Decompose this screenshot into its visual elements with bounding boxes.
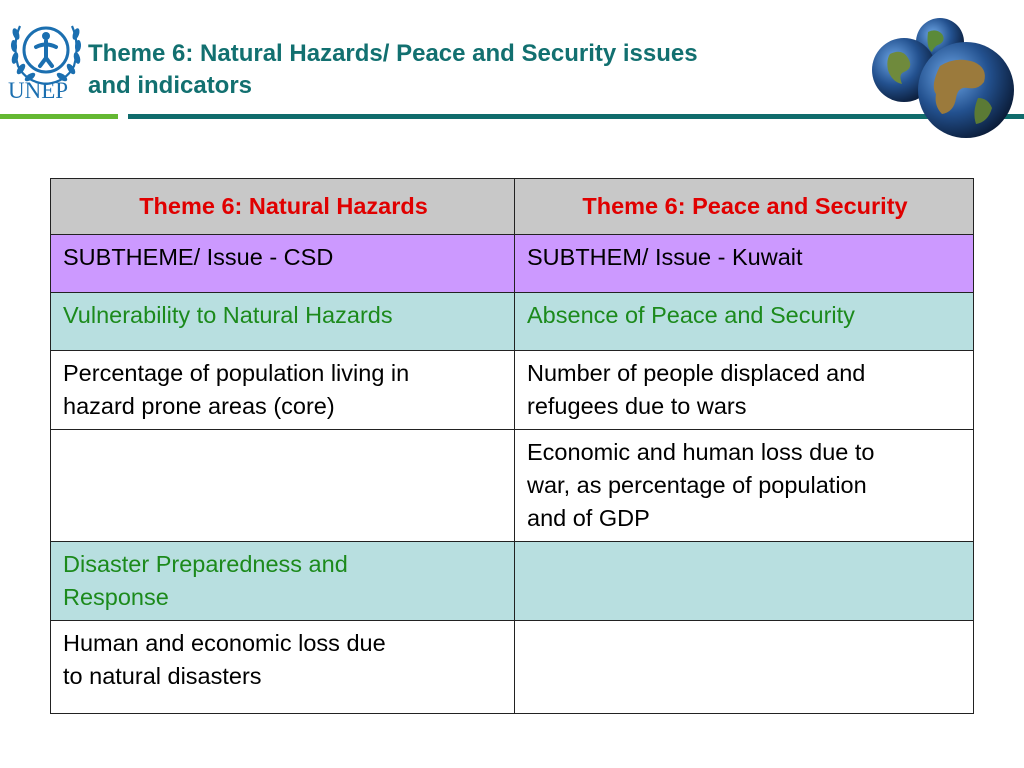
indicator-human-economic-loss: Human and economic loss due to natural disasters	[51, 621, 515, 714]
table-row	[51, 293, 974, 351]
header-rule-green	[0, 114, 118, 119]
header-peace-security: Theme 6: Peace and Security	[515, 179, 974, 235]
issue-absence-peace: Absence of Peace and Security	[515, 293, 974, 351]
page-title	[88, 38, 848, 102]
indicators-table	[50, 178, 974, 714]
table-cell-empty	[515, 542, 974, 621]
indicator-population-hazard: Percentage of population living in hazard prone areas (core)	[51, 351, 515, 430]
header-natural-hazards: Theme 6: Natural Hazards	[51, 179, 515, 235]
table-cell-empty	[515, 621, 974, 714]
table-row	[51, 351, 974, 430]
logo-text: UNEP	[8, 78, 69, 103]
table-row	[51, 430, 974, 542]
indicator-displaced: Number of people displaced and refugees due to wars	[515, 351, 974, 430]
table-row	[51, 235, 974, 293]
issue-disaster-preparedness: Disaster Preparedness and Response	[51, 542, 515, 621]
subtheme-csd: SUBTHEME/ Issue - CSD	[51, 235, 515, 293]
globes-icon	[868, 18, 1020, 140]
table-header-row	[51, 179, 974, 235]
table-cell-empty	[51, 430, 515, 542]
table-row	[51, 621, 974, 714]
title-line-1: Theme 6: Natural Hazards/ Peace and Security issues	[88, 40, 698, 67]
table-row	[51, 542, 974, 621]
subtheme-kuwait: SUBTHEM/ Issue - Kuwait	[515, 235, 974, 293]
issue-vulnerability: Vulnerability to Natural Hazards	[51, 293, 515, 351]
indicator-economic-loss-war: Economic and human loss due to war, as percentage of population and of GDP	[515, 430, 974, 542]
title-line-2: and indicators	[88, 72, 253, 99]
